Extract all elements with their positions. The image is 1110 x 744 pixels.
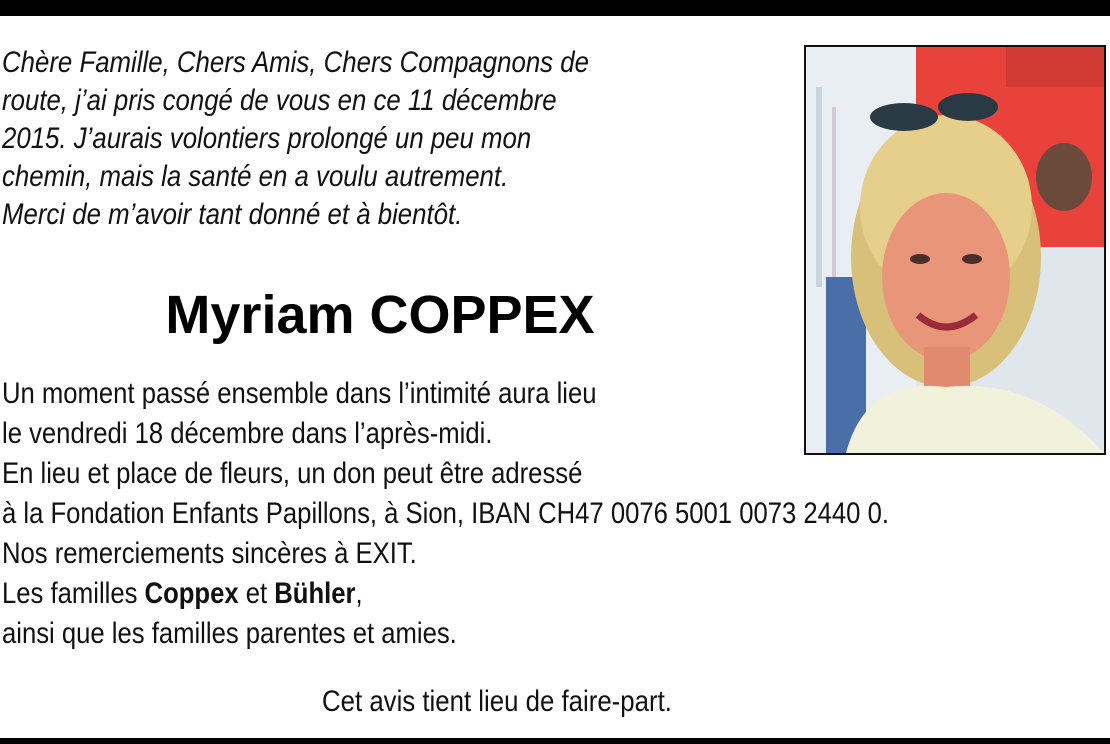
deceased-name: Myriam COPPEX <box>165 285 595 345</box>
families-prefix: Les familles <box>2 577 145 610</box>
intro-line: 2015. J’aurais volontiers prolongé un peu mon <box>2 122 532 155</box>
body-line: Un moment passé ensemble dans l’intimité aura lieu <box>2 377 597 410</box>
family-name-buhler: Bühler <box>274 577 356 610</box>
intro-line: route, j’ai pris congé de vous en ce 11 décembre <box>2 84 557 117</box>
intro-line: Chère Famille, Chers Amis, Chers Compagnons de <box>2 46 589 79</box>
body-line: le vendredi 18 décembre dans l’après-midi. <box>2 417 493 450</box>
top-rule <box>0 0 1110 16</box>
intro-message <box>2 44 673 234</box>
intro-line: chemin, mais la santé en a voulu autrement. <box>2 160 509 193</box>
intro-line: Merci de m’avoir tant donné et à bientôt. <box>2 198 463 231</box>
body-line: à la Fondation Enfants Papillons, à Sion, IBAN CH47 0076 5001 0073 2440 0. <box>2 497 889 530</box>
families-connector: et <box>238 577 275 610</box>
body-line: Nos remerciements sincères à EXIT. <box>2 537 417 570</box>
closing-note: Cet avis tient lieu de faire-part. <box>322 685 672 718</box>
bottom-rule <box>0 738 1110 744</box>
family-name-coppex: Coppex <box>144 577 239 610</box>
families-line <box>2 574 1105 614</box>
body-line: ainsi que les familles parentes et amies. <box>2 617 457 650</box>
body-line: En lieu et place de fleurs, un don peut être adressé <box>2 457 583 490</box>
families-suffix: , <box>355 577 363 610</box>
announcement-body <box>2 374 1105 654</box>
